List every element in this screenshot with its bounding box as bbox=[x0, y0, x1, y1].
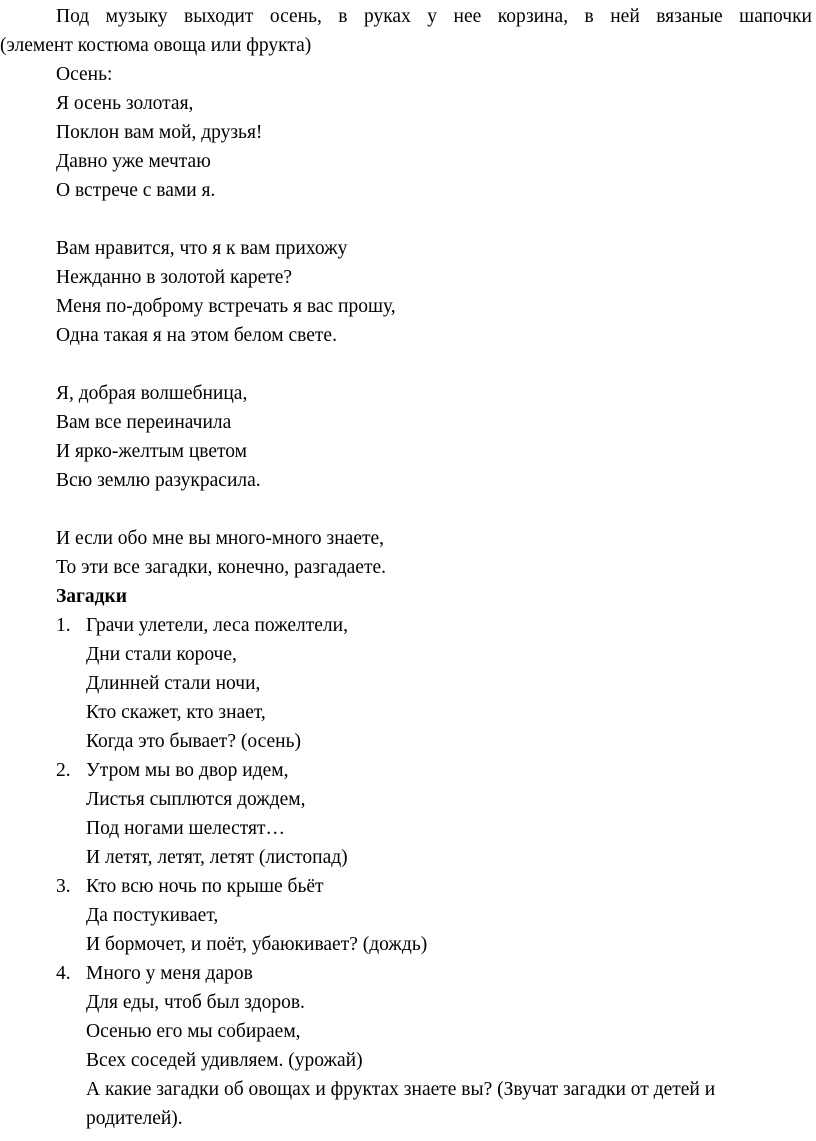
riddle-line: Дни стали короче, bbox=[86, 644, 237, 665]
riddle-line: Осенью его мы собираем, bbox=[86, 1021, 301, 1042]
stanza2-line: Вам нравится, что я к вам прихожу bbox=[56, 238, 348, 259]
riddle-number: 1. bbox=[56, 615, 71, 636]
riddle-line: Под ногами шелестят… bbox=[86, 818, 286, 839]
intro-line-2: (элемент костюма овоща или фрукта) bbox=[0, 35, 312, 56]
stanza1-line: Поклон вам мой, друзья! bbox=[56, 122, 263, 143]
stanza3-line: Вам все переиначила bbox=[56, 412, 232, 433]
riddle-number: 4. bbox=[56, 963, 71, 984]
riddle-line: Утром мы во двор идем, bbox=[86, 760, 289, 781]
stanza2-line: Одна такая я на этом белом свете. bbox=[56, 325, 337, 346]
riddle-line: Грачи улетели, леса пожелтели, bbox=[86, 615, 348, 636]
riddle-number: 3. bbox=[56, 876, 71, 897]
stanza1-line: Давно уже мечтаю bbox=[56, 151, 211, 172]
riddles-heading: Загадки bbox=[56, 586, 127, 607]
stanza4-line: И если обо мне вы много-много знаете, bbox=[56, 528, 385, 549]
riddle-line: Листья сыплются дождем, bbox=[86, 789, 306, 810]
riddle-line: Для еды, чтоб был здоров. bbox=[86, 992, 305, 1013]
stanza3-line: И ярко-желтым цветом bbox=[56, 441, 248, 462]
intro-line-1: Под музыку выходит осень, в руках у нее корзина, в ней вязаные шапочки bbox=[56, 6, 812, 27]
stanza2-line: Меня по-доброму встречать я вас прошу, bbox=[56, 296, 396, 317]
riddle-line: И бормочет, и поёт, убаюкивает? (дождь) bbox=[86, 934, 428, 955]
riddle-line: И летят, летят, летят (листопад) bbox=[86, 847, 348, 868]
riddle-line: Кто всю ночь по крыше бьёт bbox=[86, 876, 324, 897]
riddle-line: Когда это бывает? (осень) bbox=[86, 731, 301, 752]
riddle-line: Всех соседей удивляем. (урожай) bbox=[86, 1050, 363, 1071]
stanza3-line: Всю землю разукрасила. bbox=[56, 470, 261, 491]
closing-line-1: А какие загадки об овощах и фруктах знаете вы? (Звучат загадки от детей и bbox=[86, 1079, 716, 1100]
closing-line-2: родителей). bbox=[86, 1108, 183, 1129]
riddle-line: Длинней стали ночи, bbox=[86, 673, 261, 694]
speaker-label: Осень: bbox=[56, 64, 113, 85]
stanza2-line: Нежданно в золотой карете? bbox=[56, 267, 293, 288]
stanza4-line: То эти все загадки, конечно, разгадаете. bbox=[56, 557, 387, 578]
stanza1-line: Я осень золотая, bbox=[56, 93, 194, 114]
riddle-line: Кто скажет, кто знает, bbox=[86, 702, 266, 723]
stanza3-line: Я, добрая волшебница, bbox=[56, 383, 248, 404]
riddle-line: Да постукивает, bbox=[86, 905, 219, 926]
riddle-line: Много у меня даров bbox=[86, 963, 253, 984]
stanza1-line: О встрече с вами я. bbox=[56, 180, 216, 201]
riddle-number: 2. bbox=[56, 760, 71, 781]
